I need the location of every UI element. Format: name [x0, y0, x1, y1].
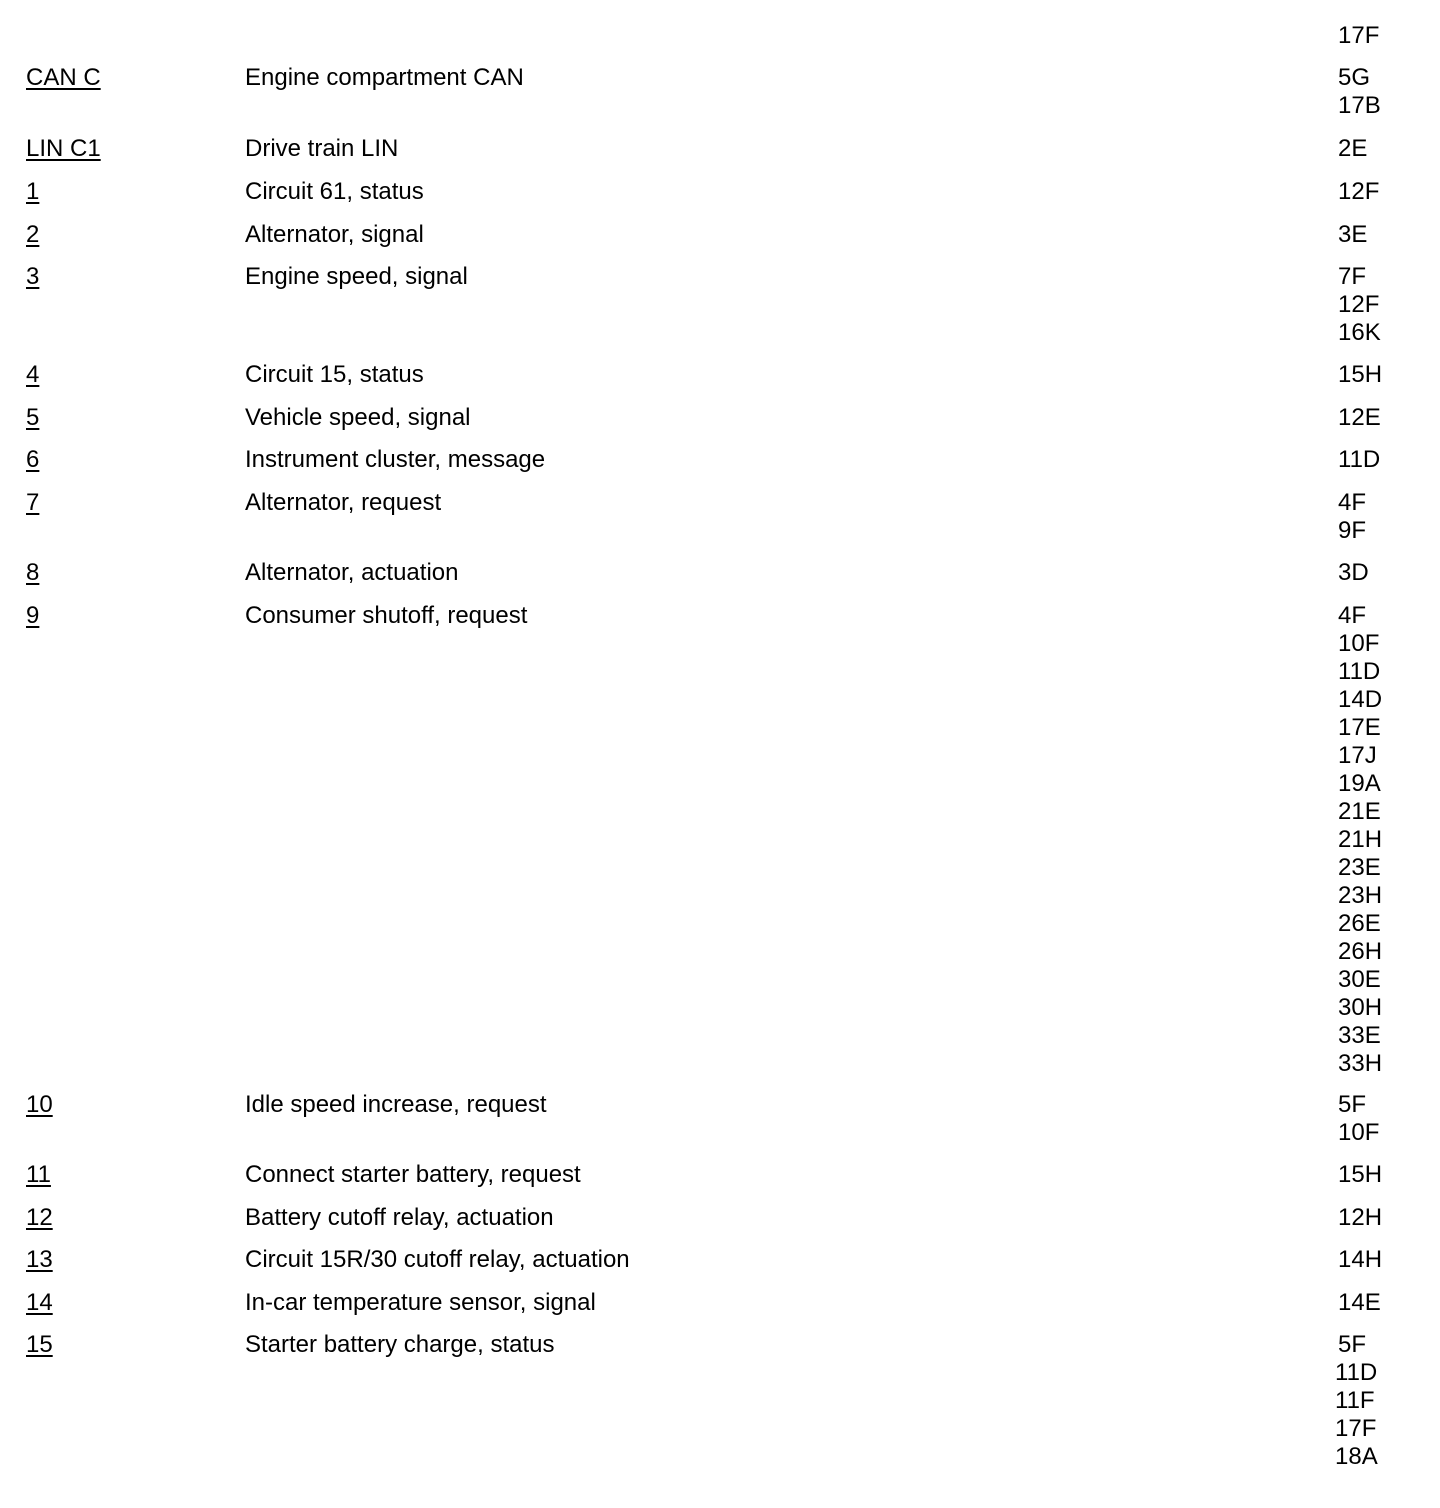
signal-description: Connect starter battery, request: [245, 1161, 581, 1188]
grid-refs: [1338, 178, 1379, 206]
grid-ref: 7F: [1338, 263, 1367, 290]
signal-code[interactable]: 10: [26, 1091, 53, 1118]
signal-code[interactable]: CAN C: [26, 64, 101, 91]
signal-code[interactable]: LIN C1: [26, 135, 101, 162]
signal-description: Circuit 61, status: [245, 178, 424, 205]
continuation-refs: [1338, 22, 1379, 50]
grid-ref: 14D: [1338, 686, 1383, 713]
grid-ref: 12F: [1338, 291, 1380, 318]
signal-code[interactable]: 8: [26, 559, 40, 586]
signal-description: Engine compartment CAN: [245, 64, 524, 91]
grid-refs: [1338, 1289, 1381, 1317]
signal-description: Alternator, actuation: [245, 559, 459, 586]
signal-code[interactable]: 5: [26, 404, 40, 431]
grid-refs: [1338, 602, 1382, 1078]
grid-ref: 17F: [1335, 1415, 1377, 1442]
grid-ref: 17B: [1338, 92, 1381, 119]
grid-ref: 2E: [1338, 135, 1368, 162]
grid-ref: 10F: [1338, 630, 1380, 657]
grid-ref: 5F: [1338, 1331, 1367, 1358]
grid-ref: 16K: [1338, 319, 1381, 346]
signal-code[interactable]: 12: [26, 1204, 53, 1231]
signal-description: Engine speed, signal: [245, 263, 468, 290]
signal-description: Alternator, signal: [245, 221, 424, 248]
signal-code[interactable]: 1: [26, 178, 40, 205]
grid-ref: 17E: [1338, 714, 1381, 741]
grid-ref: 15H: [1338, 361, 1383, 388]
grid-refs: [1335, 1331, 1378, 1471]
signal-description: In-car temperature sensor, signal: [245, 1289, 596, 1316]
signal-code[interactable]: 14: [26, 1289, 53, 1316]
grid-refs: [1338, 1246, 1382, 1274]
grid-ref: 4F: [1338, 602, 1367, 629]
grid-ref: 21E: [1338, 798, 1381, 825]
grid-ref: 3D: [1338, 559, 1369, 586]
signal-description: Drive train LIN: [245, 135, 399, 162]
grid-refs: [1338, 446, 1380, 474]
grid-ref: 14H: [1338, 1246, 1383, 1273]
grid-ref: 19A: [1338, 770, 1381, 797]
signal-code[interactable]: 9: [26, 602, 40, 629]
grid-ref: 10F: [1338, 1119, 1380, 1146]
signal-description: Circuit 15R/30 cutoff relay, actuation: [245, 1246, 630, 1273]
grid-ref: 5F: [1338, 1091, 1367, 1118]
grid-ref: 14E: [1338, 1289, 1381, 1316]
grid-ref: 12E: [1338, 404, 1381, 431]
grid-ref: 11F: [1335, 1387, 1375, 1414]
grid-ref: 23E: [1338, 854, 1381, 881]
grid-ref: 3E: [1338, 221, 1368, 248]
grid-ref: 33H: [1338, 1050, 1383, 1077]
grid-ref: 18A: [1335, 1443, 1378, 1470]
grid-refs: [1338, 221, 1367, 249]
grid-ref: 11D: [1335, 1359, 1378, 1386]
signal-code[interactable]: 11: [26, 1161, 51, 1188]
grid-refs: [1338, 361, 1382, 389]
signal-description: Consumer shutoff, request: [245, 602, 528, 629]
grid-ref: 23H: [1338, 882, 1383, 909]
grid-ref: 15H: [1338, 1161, 1383, 1188]
grid-ref: 30E: [1338, 966, 1381, 993]
grid-ref: 33E: [1338, 1022, 1381, 1049]
grid-refs: [1338, 559, 1369, 587]
grid-ref: 11D: [1338, 658, 1381, 685]
grid-ref: 30H: [1338, 994, 1383, 1021]
grid-refs: [1338, 135, 1367, 163]
signal-description: Vehicle speed, signal: [245, 404, 471, 431]
grid-ref: 9F: [1338, 517, 1367, 544]
grid-ref: 26E: [1338, 910, 1381, 937]
signal-description: Instrument cluster, message: [245, 446, 546, 473]
signal-description: Starter battery charge, status: [245, 1331, 555, 1358]
grid-refs: [1338, 1161, 1382, 1189]
grid-ref: 12H: [1338, 1204, 1383, 1231]
signal-code[interactable]: 2: [26, 221, 40, 248]
grid-ref: 12F: [1338, 178, 1380, 205]
grid-ref: 26H: [1338, 938, 1383, 965]
grid-refs: [1338, 64, 1381, 120]
grid-ref: 21H: [1338, 826, 1383, 853]
signal-code[interactable]: 15: [26, 1331, 53, 1358]
signal-code[interactable]: 7: [26, 489, 40, 516]
grid-ref: 5G: [1338, 64, 1371, 91]
signal-code[interactable]: 4: [26, 361, 40, 388]
signal-code[interactable]: 3: [26, 263, 40, 290]
grid-refs: [1338, 1204, 1382, 1232]
grid-refs: [1338, 1091, 1379, 1147]
grid-refs: [1338, 263, 1381, 347]
grid-refs: [1338, 404, 1381, 432]
grid-ref: 17F: [1338, 22, 1380, 49]
signal-code[interactable]: 13: [26, 1246, 53, 1273]
grid-ref: 11D: [1338, 446, 1381, 473]
signal-description: Alternator, request: [245, 489, 442, 516]
grid-refs: [1338, 489, 1366, 545]
grid-ref: 17J: [1338, 742, 1377, 769]
grid-ref: 4F: [1338, 489, 1367, 516]
signal-description: Circuit 15, status: [245, 361, 424, 388]
signal-description: Idle speed increase, request: [245, 1091, 547, 1118]
signal-code[interactable]: 6: [26, 446, 40, 473]
signal-description: Battery cutoff relay, actuation: [245, 1204, 554, 1231]
